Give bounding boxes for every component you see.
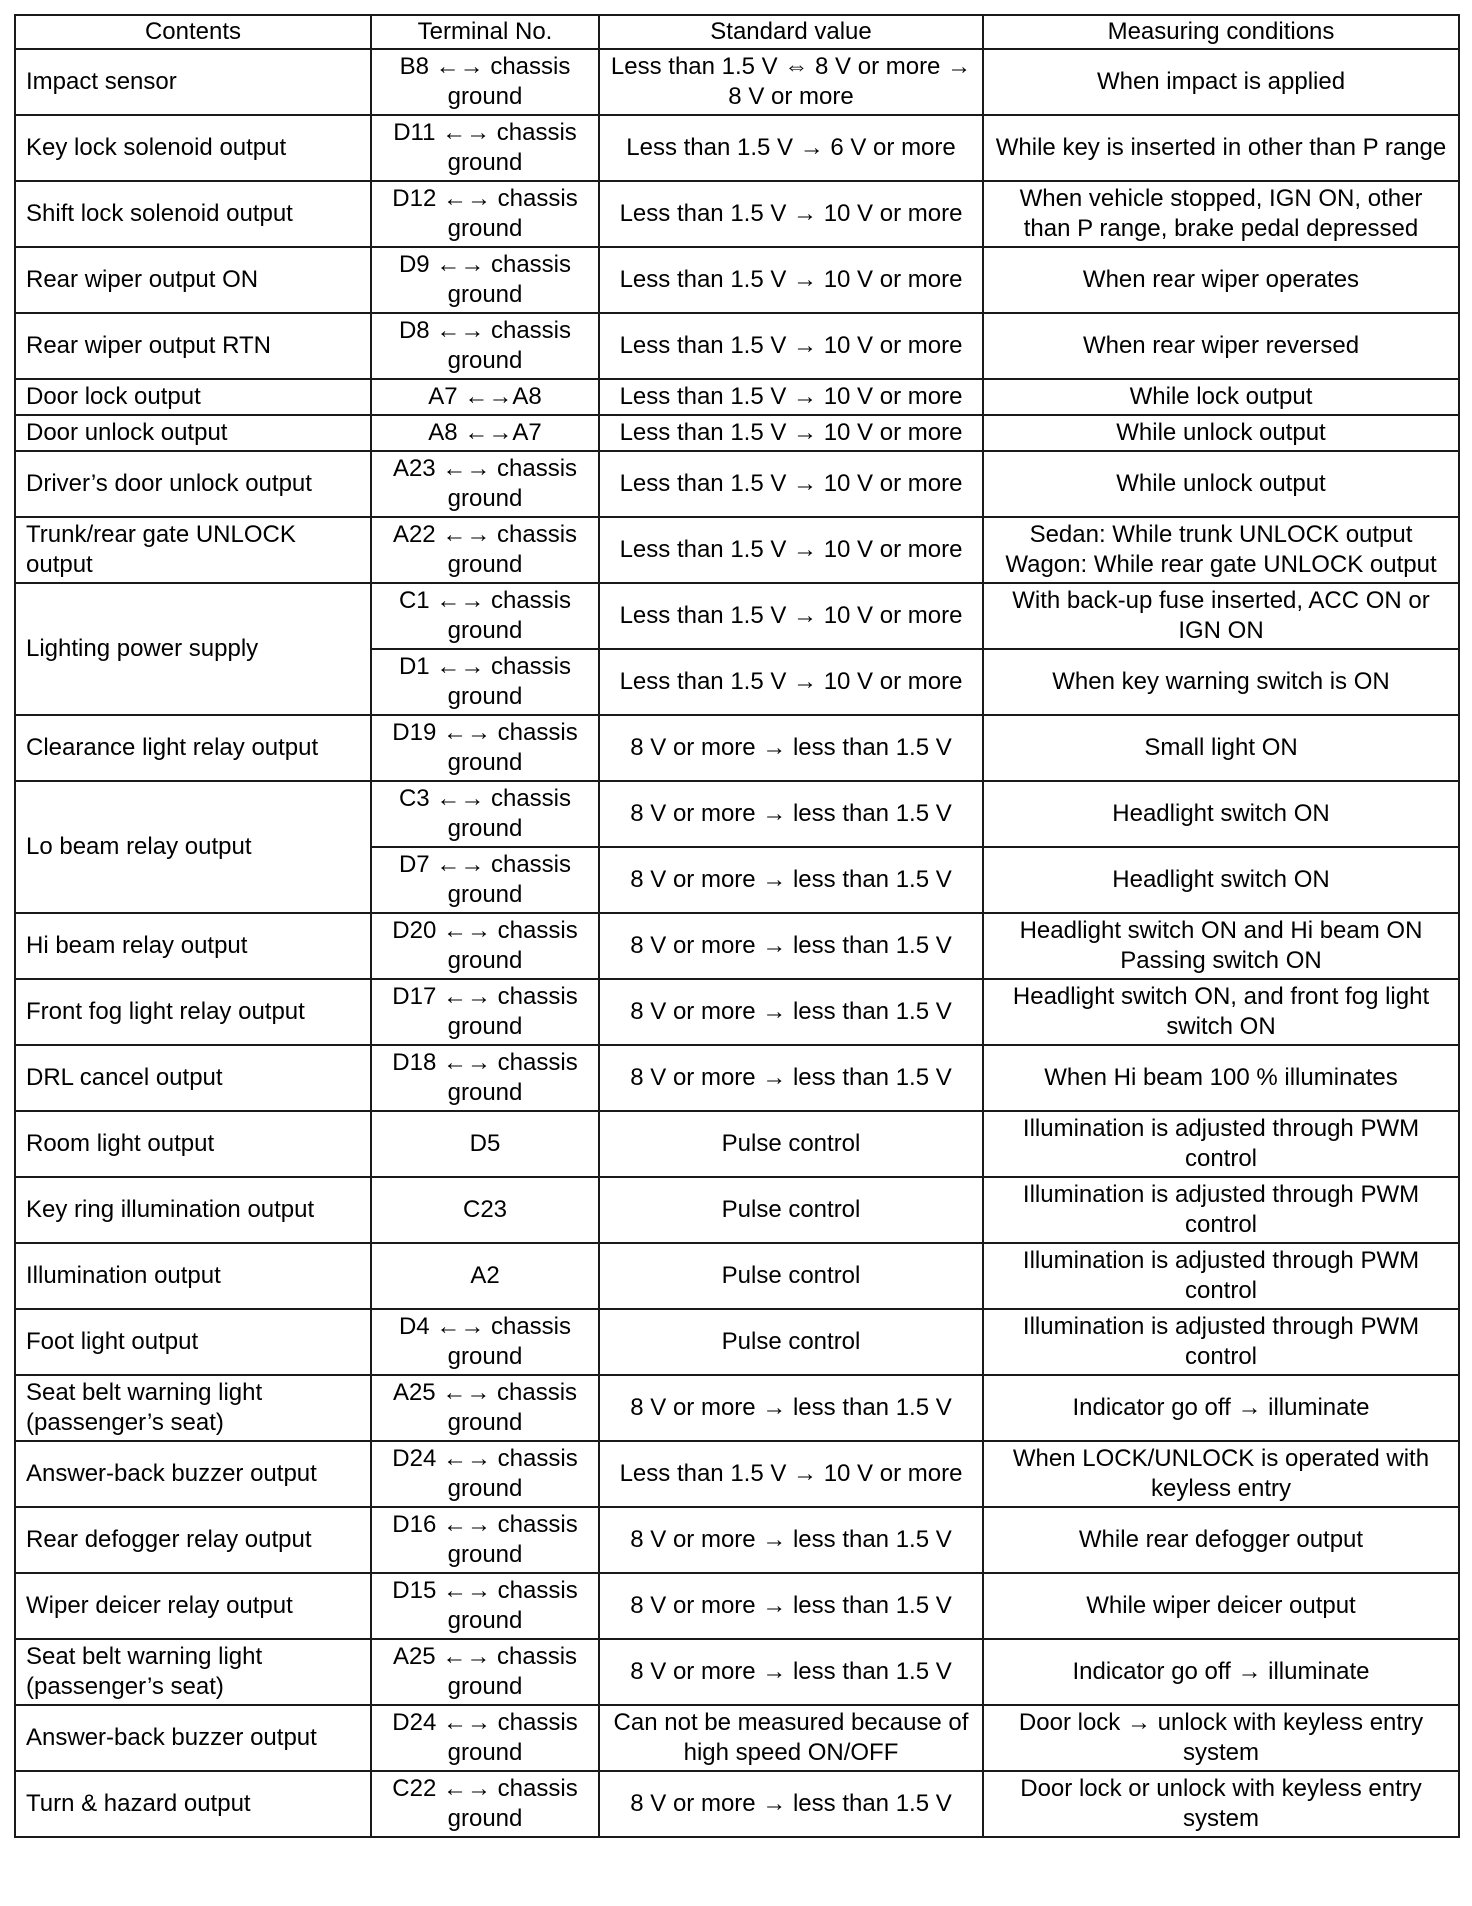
cell-standard-value: 8 V or more → less than 1.5 V xyxy=(599,1375,983,1441)
cell-standard-value: Less than 1.5 V → 10 V or more xyxy=(599,517,983,583)
cell-contents: Seat belt warning light (passenger’s seat) xyxy=(15,1375,371,1441)
cell-measuring-conditions: Small light ON xyxy=(983,715,1459,781)
cell-standard-value: 8 V or more → less than 1.5 V xyxy=(599,715,983,781)
cell-contents: Impact sensor xyxy=(15,49,371,115)
cell-contents: Lo beam relay output xyxy=(15,781,371,913)
cell-standard-value: 8 V or more → less than 1.5 V xyxy=(599,1639,983,1705)
table-row xyxy=(15,979,1459,1045)
cell-measuring-conditions: While unlock output xyxy=(983,451,1459,517)
cell-contents: Answer-back buzzer output xyxy=(15,1441,371,1507)
header-terminal: Terminal No. xyxy=(371,15,599,49)
cell-contents: Driver’s door unlock output xyxy=(15,451,371,517)
cell-measuring-conditions: With back-up fuse inserted, ACC ON or IGN ON xyxy=(983,583,1459,649)
cell-terminal: D11 ←→ chassis ground xyxy=(371,115,599,181)
cell-standard-value: 8 V or more → less than 1.5 V xyxy=(599,1771,983,1837)
cell-terminal: C1 ←→ chassis ground xyxy=(371,583,599,649)
cell-terminal: D9 ←→ chassis ground xyxy=(371,247,599,313)
cell-standard-value: Pulse control xyxy=(599,1177,983,1243)
cell-standard-value: Pulse control xyxy=(599,1111,983,1177)
table-row xyxy=(15,913,1459,979)
cell-measuring-conditions: Door lock or unlock with keyless entry system xyxy=(983,1771,1459,1837)
cell-contents: Front fog light relay output xyxy=(15,979,371,1045)
table-row xyxy=(15,49,1459,115)
cell-measuring-conditions: When vehicle stopped, IGN ON, other than P range, brake pedal depressed xyxy=(983,181,1459,247)
cell-measuring-conditions: Indicator go off → illuminate xyxy=(983,1639,1459,1705)
cell-measuring-conditions: When rear wiper reversed xyxy=(983,313,1459,379)
cell-standard-value: 8 V or more → less than 1.5 V xyxy=(599,781,983,847)
cell-contents: Key lock solenoid output xyxy=(15,115,371,181)
cell-contents: Wiper deicer relay output xyxy=(15,1573,371,1639)
cell-terminal: D12 ←→ chassis ground xyxy=(371,181,599,247)
table-row xyxy=(15,181,1459,247)
cell-terminal: A7 ←→A8 xyxy=(371,379,599,415)
cell-terminal: D8 ←→ chassis ground xyxy=(371,313,599,379)
cell-standard-value: 8 V or more → less than 1.5 V xyxy=(599,1507,983,1573)
header-standard-value: Standard value xyxy=(599,15,983,49)
header-contents: Contents xyxy=(15,15,371,49)
table-row xyxy=(15,379,1459,415)
table-row xyxy=(15,247,1459,313)
cell-terminal: A22 ←→ chassis ground xyxy=(371,517,599,583)
cell-terminal: D19 ←→ chassis ground xyxy=(371,715,599,781)
cell-terminal: C22 ←→ chassis ground xyxy=(371,1771,599,1837)
cell-contents: Foot light output xyxy=(15,1309,371,1375)
table-row xyxy=(15,1573,1459,1639)
table-row xyxy=(15,115,1459,181)
table-row xyxy=(15,517,1459,583)
cell-contents: Key ring illumination output xyxy=(15,1177,371,1243)
cell-contents: Clearance light relay output xyxy=(15,715,371,781)
cell-standard-value: Less than 1.5 V → 10 V or more xyxy=(599,415,983,451)
cell-terminal: D16 ←→ chassis ground xyxy=(371,1507,599,1573)
table-row xyxy=(15,715,1459,781)
cell-terminal: D15 ←→ chassis ground xyxy=(371,1573,599,1639)
cell-measuring-conditions: When LOCK/UNLOCK is operated with keyless entry xyxy=(983,1441,1459,1507)
cell-standard-value: Less than 1.5 V → 10 V or more xyxy=(599,583,983,649)
cell-terminal: A23 ←→ chassis ground xyxy=(371,451,599,517)
cell-measuring-conditions: While lock output xyxy=(983,379,1459,415)
table-row xyxy=(15,1243,1459,1309)
cell-measuring-conditions: When impact is applied xyxy=(983,49,1459,115)
cell-standard-value: Less than 1.5 V → 10 V or more xyxy=(599,379,983,415)
cell-terminal: A2 xyxy=(371,1243,599,1309)
table-row xyxy=(15,781,1459,847)
table-header xyxy=(15,15,1459,49)
cell-contents: Room light output xyxy=(15,1111,371,1177)
cell-measuring-conditions: Headlight switch ON, and front fog light switch ON xyxy=(983,979,1459,1045)
cell-standard-value: 8 V or more → less than 1.5 V xyxy=(599,1045,983,1111)
cell-terminal: D5 xyxy=(371,1111,599,1177)
cell-standard-value: Pulse control xyxy=(599,1243,983,1309)
cell-contents: Turn & hazard output xyxy=(15,1771,371,1837)
spec-table xyxy=(14,14,1460,1838)
cell-terminal: A8 ←→A7 xyxy=(371,415,599,451)
cell-terminal: C3 ←→ chassis ground xyxy=(371,781,599,847)
cell-standard-value: Pulse control xyxy=(599,1309,983,1375)
table-row xyxy=(15,1111,1459,1177)
table-row xyxy=(15,1639,1459,1705)
cell-terminal: D18 ←→ chassis ground xyxy=(371,1045,599,1111)
cell-contents: Illumination output xyxy=(15,1243,371,1309)
table-row xyxy=(15,1045,1459,1111)
cell-measuring-conditions: When key warning switch is ON xyxy=(983,649,1459,715)
cell-standard-value: Less than 1.5 V → 10 V or more xyxy=(599,313,983,379)
cell-terminal: D24 ←→ chassis ground xyxy=(371,1441,599,1507)
cell-contents: Rear wiper output RTN xyxy=(15,313,371,379)
cell-measuring-conditions: Door lock → unlock with keyless entry system xyxy=(983,1705,1459,1771)
cell-contents: Answer-back buzzer output xyxy=(15,1705,371,1771)
cell-measuring-conditions: Indicator go off → illuminate xyxy=(983,1375,1459,1441)
cell-standard-value: Less than 1.5 V → 10 V or more xyxy=(599,181,983,247)
table-row xyxy=(15,1705,1459,1771)
table-row xyxy=(15,1177,1459,1243)
cell-measuring-conditions: While wiper deicer output xyxy=(983,1573,1459,1639)
cell-contents: DRL cancel output xyxy=(15,1045,371,1111)
cell-terminal: B8 ←→ chassis ground xyxy=(371,49,599,115)
cell-terminal: D4 ←→ chassis ground xyxy=(371,1309,599,1375)
cell-terminal: A25 ←→ chassis ground xyxy=(371,1375,599,1441)
table-row xyxy=(15,1375,1459,1441)
cell-measuring-conditions: While unlock output xyxy=(983,415,1459,451)
cell-measuring-conditions: Headlight switch ON xyxy=(983,847,1459,913)
cell-contents: Rear wiper output ON xyxy=(15,247,371,313)
table-row xyxy=(15,451,1459,517)
cell-terminal: D24 ←→ chassis ground xyxy=(371,1705,599,1771)
cell-measuring-conditions: While key is inserted in other than P range xyxy=(983,115,1459,181)
cell-standard-value: Less than 1.5 V → 10 V or more xyxy=(599,1441,983,1507)
cell-standard-value: Less than 1.5 V → 6 V or more xyxy=(599,115,983,181)
table-row xyxy=(15,1771,1459,1837)
cell-standard-value: 8 V or more → less than 1.5 V xyxy=(599,847,983,913)
header-measuring-conditions: Measuring conditions xyxy=(983,15,1459,49)
cell-contents: Door unlock output xyxy=(15,415,371,451)
cell-terminal: D17 ←→ chassis ground xyxy=(371,979,599,1045)
cell-contents: Shift lock solenoid output xyxy=(15,181,371,247)
cell-measuring-conditions: Headlight switch ON and Hi beam ON Passing switch ON xyxy=(983,913,1459,979)
cell-terminal: C23 xyxy=(371,1177,599,1243)
table-body xyxy=(15,49,1459,1837)
table-row xyxy=(15,313,1459,379)
cell-measuring-conditions: Sedan: While trunk UNLOCK output Wagon: While rear gate UNLOCK output xyxy=(983,517,1459,583)
cell-standard-value: Can not be measured because of high speed ON/OFF xyxy=(599,1705,983,1771)
cell-measuring-conditions: Headlight switch ON xyxy=(983,781,1459,847)
cell-measuring-conditions: Illumination is adjusted through PWM control xyxy=(983,1243,1459,1309)
table-row xyxy=(15,1441,1459,1507)
cell-standard-value: 8 V or more → less than 1.5 V xyxy=(599,979,983,1045)
cell-terminal: A25 ←→ chassis ground xyxy=(371,1639,599,1705)
cell-measuring-conditions: Illumination is adjusted through PWM control xyxy=(983,1111,1459,1177)
table-row xyxy=(15,415,1459,451)
cell-standard-value: 8 V or more → less than 1.5 V xyxy=(599,913,983,979)
cell-terminal: D1 ←→ chassis ground xyxy=(371,649,599,715)
cell-measuring-conditions: Illumination is adjusted through PWM control xyxy=(983,1309,1459,1375)
table-row xyxy=(15,583,1459,649)
cell-measuring-conditions: Illumination is adjusted through PWM control xyxy=(983,1177,1459,1243)
table-row xyxy=(15,1507,1459,1573)
cell-contents: Seat belt warning light (passenger’s seat) xyxy=(15,1639,371,1705)
cell-standard-value: Less than 1.5 V → 10 V or more xyxy=(599,451,983,517)
cell-contents: Trunk/rear gate UNLOCK output xyxy=(15,517,371,583)
cell-measuring-conditions: When rear wiper operates xyxy=(983,247,1459,313)
cell-contents: Lighting power supply xyxy=(15,583,371,715)
cell-measuring-conditions: When Hi beam 100 % illuminates xyxy=(983,1045,1459,1111)
cell-contents: Hi beam relay output xyxy=(15,913,371,979)
cell-standard-value: Less than 1.5 V → 10 V or more xyxy=(599,649,983,715)
cell-standard-value: Less than 1.5 V → 10 V or more xyxy=(599,247,983,313)
cell-measuring-conditions: While rear defogger output xyxy=(983,1507,1459,1573)
header-row xyxy=(15,15,1459,49)
cell-contents: Rear defogger relay output xyxy=(15,1507,371,1573)
cell-contents: Door lock output xyxy=(15,379,371,415)
table-row xyxy=(15,1309,1459,1375)
cell-terminal: D20 ←→ chassis ground xyxy=(371,913,599,979)
cell-standard-value: Less than 1.5 V ⇔ 8 V or more → 8 V or more xyxy=(599,49,983,115)
cell-standard-value: 8 V or more → less than 1.5 V xyxy=(599,1573,983,1639)
cell-terminal: D7 ←→ chassis ground xyxy=(371,847,599,913)
